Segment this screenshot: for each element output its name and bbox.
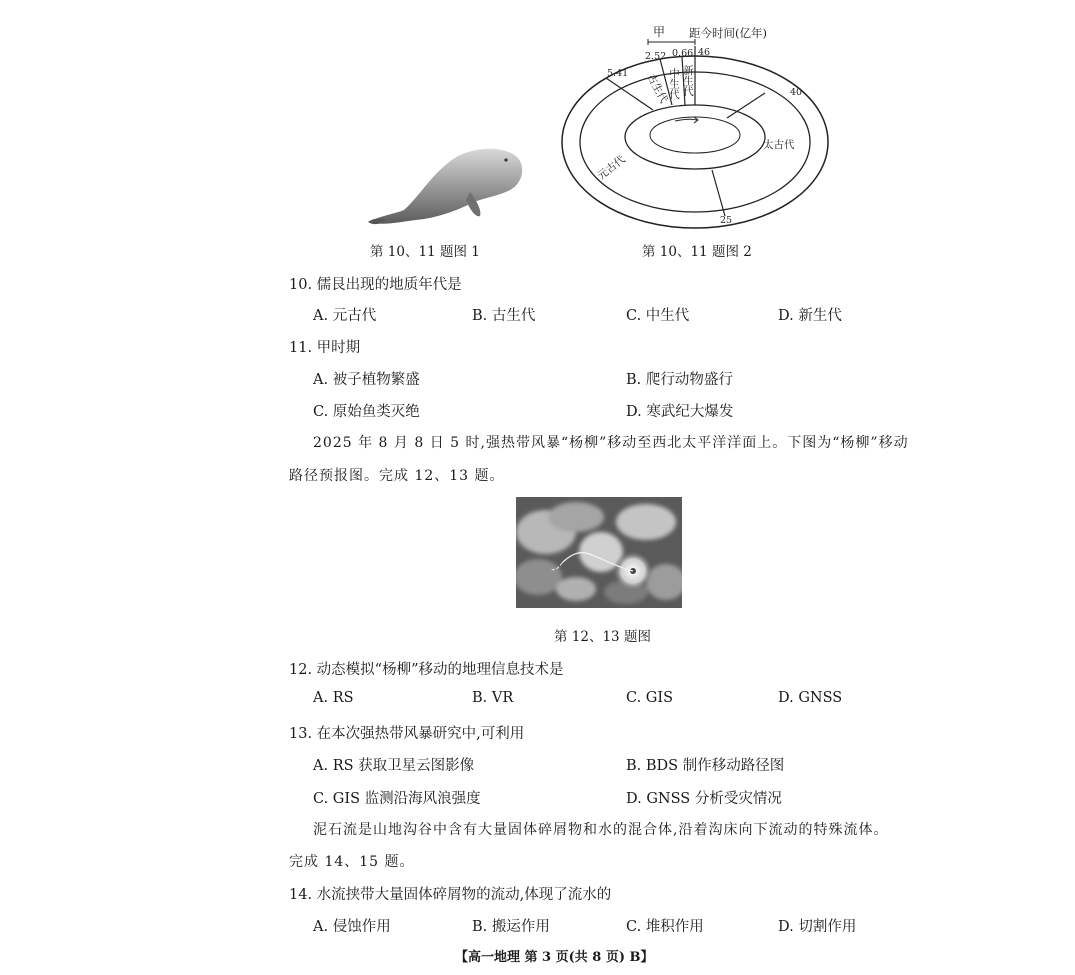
q14-option-d[interactable]: D. 切割作用 [778,919,857,935]
tick-0-66: 0.66 [672,48,694,59]
q12-option-d[interactable]: D. GNSS [778,690,843,706]
dugong-image [360,140,530,230]
q13-option-d[interactable]: D. GNSS 分析受灾情况 [626,791,782,807]
q10-option-a[interactable]: A. 元古代 [313,308,377,324]
q13-option-c[interactable]: C. GIS 监测沿海风浪强度 [313,791,481,807]
q11-option-a[interactable]: A. 被子植物繁盛 [313,372,420,388]
satellite-cloud-image [516,497,682,608]
q14-option-c[interactable]: C. 堆积作用 [626,919,704,935]
q13-option-b[interactable]: B. BDS 制作移动路径图 [626,758,785,774]
time-axis-title: 距今时间(亿年) [689,26,767,40]
q11-option-b[interactable]: B. 爬行动物盛行 [626,372,733,388]
typhoon-passage-line2: 路径预报图。完成 12、13 题。 [289,468,505,484]
q10-option-b[interactable]: B. 古生代 [472,308,536,324]
q12-option-b[interactable]: B. VR [472,690,514,706]
era-cenozoic: 新生代 [682,65,694,97]
q11-option-d[interactable]: D. 寒武纪大爆发 [626,404,734,420]
q14-option-b[interactable]: B. 搬运作用 [472,919,550,935]
tick-40: 40 [790,87,803,98]
era-paleozoic: 古生代 [644,71,670,106]
debris-passage-line2: 完成 14、15 题。 [289,854,415,870]
figure2-caption: 第 10、11 题图 2 [642,244,752,260]
tick-25: 25 [720,215,733,226]
q12-option-c[interactable]: C. GIS [626,690,674,706]
era-mesozoic: 中生代 [668,68,680,100]
typhoon-passage-line1: 2025 年 8 月 8 日 5 时,强热带风暴“杨柳”移动至西北太平洋洋面上。下图为“杨柳”移动 [313,435,909,451]
tick-5-41: 5.41 [607,68,629,79]
q14-option-a[interactable]: A. 侵蚀作用 [313,919,391,935]
era-proterozoic: 元古代 [595,153,628,183]
era-archean: 太古代 [763,139,795,151]
period-jia-label: 甲 [653,25,666,39]
question-14-stem: 14. 水流挟带大量固体碎屑物的流动,体现了流水的 [289,887,612,903]
tick-2-52: 2.52 [645,51,667,62]
question-10-stem: 10. 儒艮出现的地质年代是 [289,277,462,293]
geologic-time-diagram [555,20,835,235]
question-11-stem: 11. 甲时期 [289,340,361,356]
tick-46: 46 [698,47,711,58]
question-12-stem: 12. 动态模拟“杨柳”移动的地理信息技术是 [289,662,564,678]
q10-option-d[interactable]: D. 新生代 [778,308,842,324]
question-13-stem: 13. 在本次强热带风暴研究中,可利用 [289,726,525,742]
q13-option-a[interactable]: A. RS 获取卫星云图影像 [313,758,475,774]
q10-option-c[interactable]: C. 中生代 [626,308,690,324]
figure3-caption: 第 12、13 题图 [554,629,651,645]
page-footer: 【高一地理 第 3 页(共 8 页) B】 [455,950,654,965]
q11-option-c[interactable]: C. 原始鱼类灭绝 [313,404,420,420]
figure1-caption: 第 10、11 题图 1 [370,244,480,260]
debris-passage-line1: 泥石流是山地沟谷中含有大量固体碎屑物和水的混合体,沿着沟床向下流动的特殊流体。 [313,822,889,838]
q12-option-a[interactable]: A. RS [313,690,354,706]
